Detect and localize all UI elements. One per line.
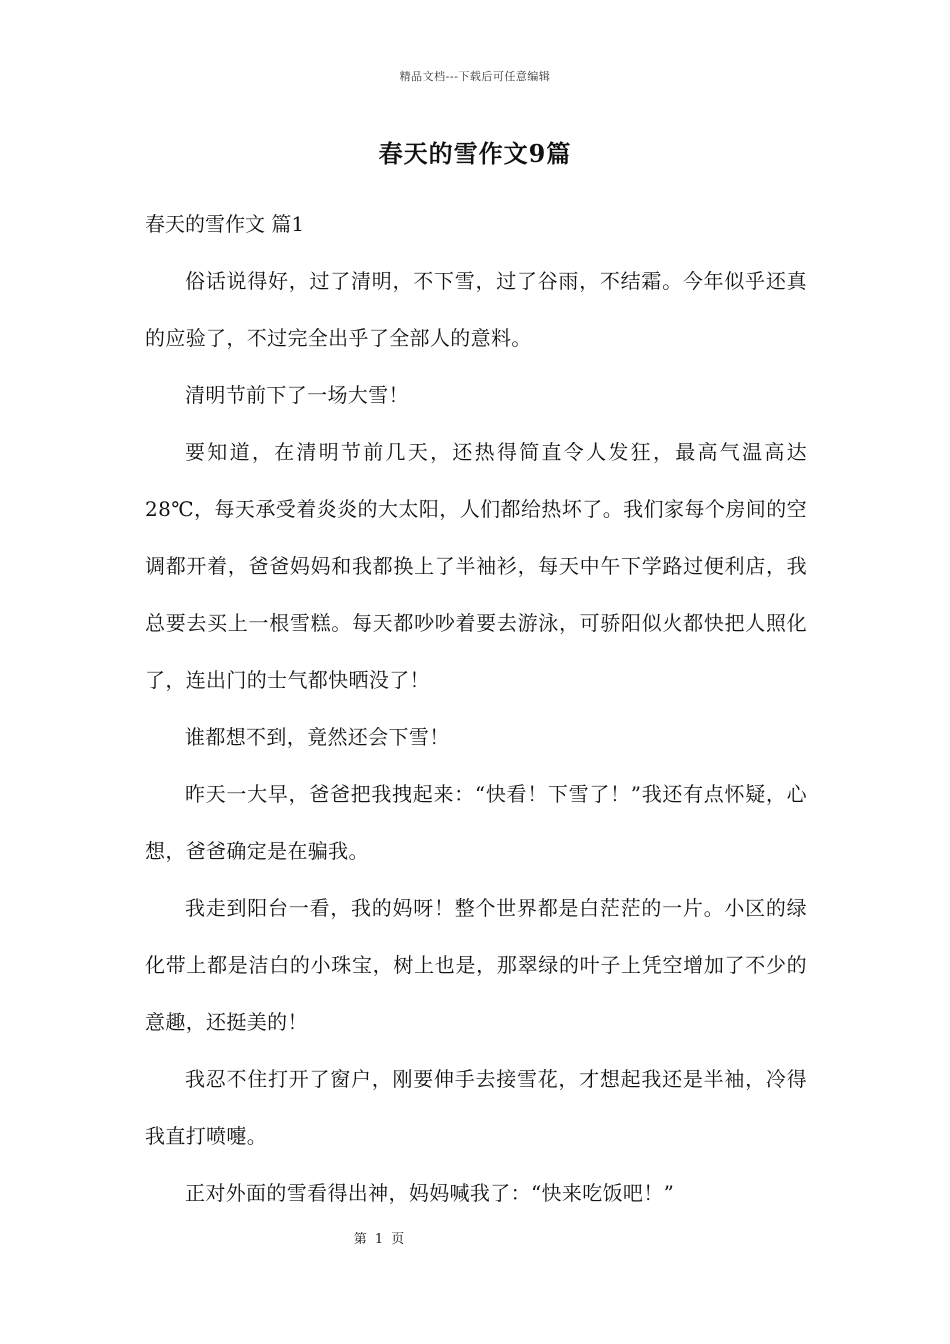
paragraph: 清明节前下了一场大雪！ <box>185 383 409 407</box>
paragraph: 要知道，在清明节前几天，还热得简直令人发狂，最高气温高达28℃，每天承受着炎炎的大太阳，人们都给热坏了。我们家每个房间的空调都开着，爸爸妈妈和我都换上了半袖衫，每天中午下学路过便利店，我总要去买上一根雪糕。每天都吵吵着要去游泳，可骄阳似火都快把人照化了，连出门的士气都快晒没了！ <box>145 440 807 692</box>
document-title: 春天的雪作文9篇 <box>378 139 572 168</box>
page-number: 第 1 页 <box>353 1232 407 1247</box>
paragraph: 谁都想不到，竟然还会下雪！ <box>185 725 450 749</box>
section-heading: 春天的雪作文 篇1 <box>145 212 305 236</box>
paragraph: 俗话说得好，过了清明，不下雪，过了谷雨，不结霜。今年似乎还真的应验了，不过完全出乎了全部人的意料。 <box>145 269 807 350</box>
paragraph: 昨天一大早，爸爸把我拽起来：“快看！下雪了！”我还有点怀疑，心想，爸爸确定是在骗我。 <box>145 782 807 863</box>
paragraph: 我走到阳台一看，我的妈呀！整个世界都是白茫茫的一片。小区的绿化带上都是洁白的小珠宝，树上也是，那翠绿的叶子上凭空增加了不少的意趣，还挺美的！ <box>145 896 807 1034</box>
paragraph: 正对外面的雪看得出神，妈妈喊我了：“快来吃饭吧！” <box>185 1181 675 1205</box>
paragraph: 我忍不住打开了窗户，刚要伸手去接雪花，才想起我还是半袖，冷得我直打喷嚏。 <box>145 1067 807 1148</box>
header-note: 精品文档---下载后可任意编辑 <box>399 70 551 83</box>
document-body <box>145 196 807 1222</box>
